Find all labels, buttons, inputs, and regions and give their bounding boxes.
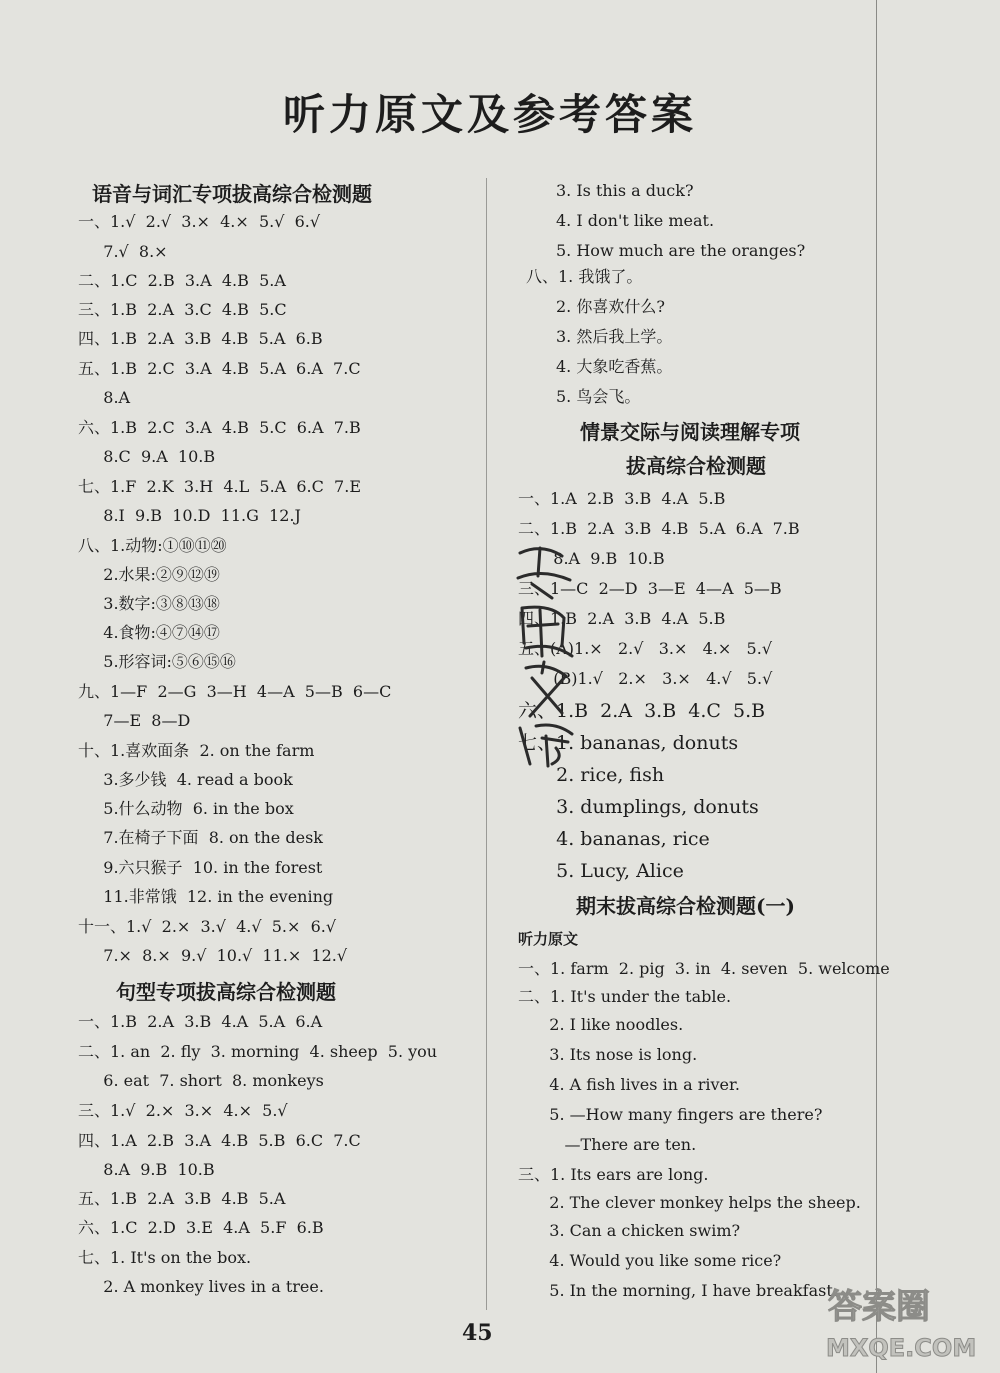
left-answer-line: 8.A 9.B 10.B <box>88 1160 215 1179</box>
left-answer-line: 7.在椅子下面 8. on the desk <box>88 828 323 847</box>
right-answer-line: 二、1. It's under the table. <box>518 987 732 1006</box>
right-answer-line: 一、1.A 2.B 3.B 4.A 5.B <box>518 489 726 508</box>
left-answer-line: 8.I 9.B 10.D 11.G 12.J <box>88 506 301 525</box>
right-answer-line: 4. A fish lives in a river. <box>534 1075 740 1094</box>
right-answer-line: 六、1.B 2.A 3.B 4.C 5.B <box>518 700 766 722</box>
left-answer-line: 9.六只猴子 10. in the forest <box>88 858 323 877</box>
column-divider <box>486 178 487 1310</box>
right-answer-line: 2. rice, fish <box>538 764 665 786</box>
right-answer-line: 八、1. 我饿了。 <box>526 267 643 286</box>
right-answer-line: 七、1. bananas, donuts <box>518 732 739 754</box>
right-answer-line: (B)1.√ 2.× 3.× 4.√ 5.√ <box>538 669 773 688</box>
left-answer-line: 2.水果:②⑨⑫⑲ <box>88 565 220 584</box>
page-title: 听力原文及参考答案 <box>282 90 697 139</box>
right-answer-line: 3. Its nose is long. <box>534 1045 698 1064</box>
left-answer-line: 三、1.√ 2.× 3.× 4.× 5.√ <box>78 1101 288 1120</box>
right-answer-line: 2. The clever monkey helps the sheep. <box>534 1193 861 1212</box>
right-answer-line: 三、1—C 2—D 3—E 4—A 5—B <box>518 579 782 598</box>
left-answer-line: 7.× 8.× 9.√ 10.√ 11.× 12.√ <box>88 946 348 965</box>
right-answer-line: —There are ten. <box>534 1135 697 1154</box>
right-answer-line: 5. 鸟会飞。 <box>556 387 641 406</box>
right-answer-line: 3. dumplings, donuts <box>538 796 759 818</box>
right-answer-line: 二、1.B 2.A 3.B 4.B 5.A 6.A 7.B <box>518 519 800 538</box>
right-answer-line: 3. Is this a duck? <box>556 181 694 200</box>
left-answer-line: 6. eat 7. short 8. monkeys <box>88 1071 324 1090</box>
right-answer-line: 3. 然后我上学。 <box>556 327 673 346</box>
left-answer-line: 五、1.B 2.A 3.B 4.B 5.A <box>78 1189 286 1208</box>
left-answer-line: 一、1.B 2.A 3.B 4.A 5.A 6.A <box>78 1012 323 1031</box>
site-watermark <box>818 1278 988 1364</box>
left-answer-line: 八、1.动物:①⑩⑪⑳ <box>78 536 227 555</box>
right-answer-line: 2. I like noodles. <box>534 1015 684 1034</box>
right-answer-line: 5. In the morning, I have breakfast. <box>534 1281 838 1300</box>
right-answer-line: 8.A 9.B 10.B <box>538 549 665 568</box>
left-answer-line: 二、1.C 2.B 3.A 4.B 5.A <box>78 271 286 290</box>
right-answer-line: 一、1. farm 2. pig 3. in 4. seven 5. welcome <box>518 959 890 978</box>
right-section-heading: 拔高综合检测题 <box>626 454 766 478</box>
right-answer-line: 4. 大象吃香蕉。 <box>556 357 673 376</box>
right-section-heading: 期末拔高综合检测题(一) <box>576 894 795 918</box>
left-answer-line: 3.多少钱 4. read a book <box>88 770 293 789</box>
watermark-url: MXQE.COM <box>826 1334 977 1362</box>
left-answer-line: 11.非常饿 12. in the evening <box>88 887 334 906</box>
left-answer-line: 3.数字:③⑧⑬⑱ <box>88 594 220 613</box>
left-answer-line: 5.形容词:⑤⑥⑮⑯ <box>88 652 236 671</box>
page-number: 45 <box>462 1320 493 1346</box>
left-answer-line: 六、1.B 2.C 3.A 4.B 5.C 6.A 7.B <box>78 418 361 437</box>
left-answer-line: 五、1.B 2.C 3.A 4.B 5.A 6.A 7.C <box>78 359 361 378</box>
right-answer-line: 五、(A)1.× 2.√ 3.× 4.× 5.√ <box>518 639 773 658</box>
right-answer-line: 5. —How many fingers are there? <box>534 1105 823 1124</box>
left-answer-line: 4.食物:④⑦⑭⑰ <box>88 623 220 642</box>
right-answer-line: 5. Lucy, Alice <box>538 860 684 882</box>
left-answer-line: 七、1.F 2.K 3.H 4.L 5.A 6.C 7.E <box>78 477 362 496</box>
right-answer-line: 2. 你喜欢什么? <box>556 297 665 316</box>
left-answer-line: 七、1. It's on the box. <box>78 1248 252 1267</box>
left-answer-line: 四、1.A 2.B 3.A 4.B 5.B 6.C 7.C <box>78 1131 361 1150</box>
left-answer-line: 六、1.C 2.D 3.E 4.A 5.F 6.B <box>78 1218 324 1237</box>
left-answer-line: 十一、1.√ 2.× 3.√ 4.√ 5.× 6.√ <box>78 917 337 936</box>
right-answer-line: 5. How much are the oranges? <box>556 241 806 260</box>
left-answer-line: 2. A monkey lives in a tree. <box>88 1277 324 1296</box>
right-answer-line: 四、1.B 2.A 3.B 4.A 5.B <box>518 609 726 628</box>
left-answer-line: 8.C 9.A 10.B <box>88 447 216 466</box>
left-answer-line: 7.√ 8.× <box>88 242 168 261</box>
right-answer-line: 3. Can a chicken swim? <box>534 1221 741 1240</box>
left-answer-line: 7—E 8—D <box>88 711 191 730</box>
left-answer-line: 8.A <box>88 388 131 407</box>
left-answer-line: 三、1.B 2.A 3.C 4.B 5.C <box>78 300 287 319</box>
left-answer-line: 十、1.喜欢面条 2. on the farm <box>78 741 315 760</box>
left-answer-line: 5.什么动物 6. in the box <box>88 799 294 818</box>
right-subheading: 听力原文 <box>518 930 579 948</box>
right-answer-line: 4. I don't like meat. <box>556 211 715 230</box>
left-section-heading: 句型专项拔高综合检测题 <box>116 980 336 1004</box>
right-answer-line: 4. Would you like some rice? <box>534 1251 782 1270</box>
handwritten-scribble <box>512 538 582 768</box>
left-answer-line: 四、1.B 2.A 3.B 4.B 5.A 6.B <box>78 329 323 348</box>
right-answer-line: 三、1. Its ears are long. <box>518 1165 709 1184</box>
right-section-heading: 情景交际与阅读理解专项 <box>580 420 800 444</box>
page-edge-line <box>876 0 877 1373</box>
left-answer-line: 九、1—F 2—G 3—H 4—A 5—B 6—C <box>78 682 392 701</box>
left-answer-line: 一、1.√ 2.√ 3.× 4.× 5.√ 6.√ <box>78 212 321 231</box>
watermark-logo-text: 答案圈 <box>828 1287 930 1327</box>
left-answer-line: 二、1. an 2. fly 3. morning 4. sheep 5. you <box>78 1042 438 1061</box>
left-section-heading: 语音与词汇专项拔高综合检测题 <box>92 182 372 206</box>
right-answer-line: 4. bananas, rice <box>538 828 710 850</box>
